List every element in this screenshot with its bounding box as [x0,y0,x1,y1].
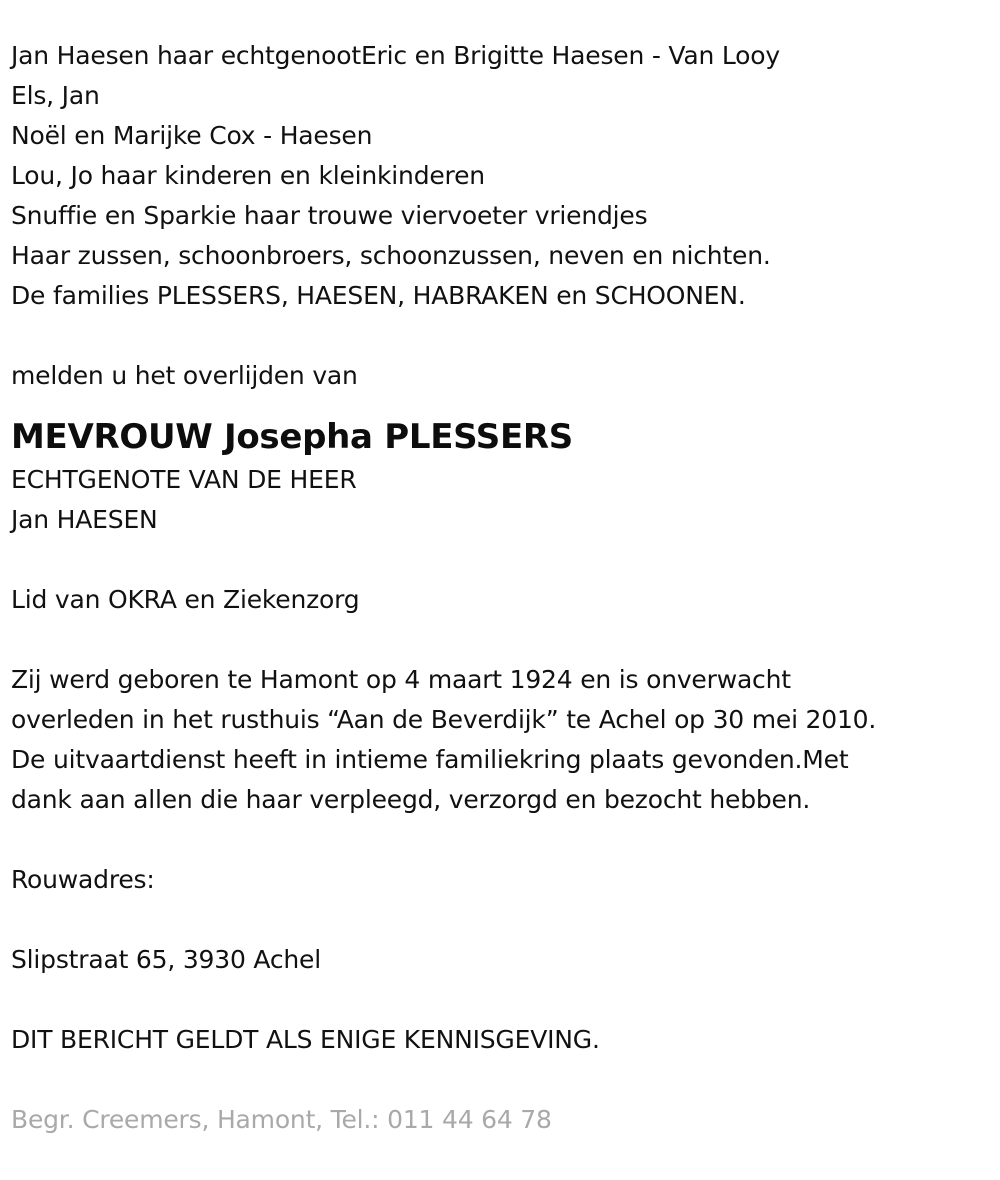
spouse-name: Jan HAESEN [11,505,158,534]
death-notice [11,36,991,1140]
family-line: Noël en Marijke Cox - Haesen [11,121,373,150]
biography-line: Zij werd geboren te Hamont op 4 maart 1924 en is onverwacht [11,665,791,694]
family-line: Lou, Jo haar kinderen en kleinkinderen [11,161,485,190]
funeral-home-footer: Begr. Creemers, Hamont, Tel.: 011 44 64 78 [11,1105,552,1134]
family-line: De families PLESSERS, HAESEN, HABRAKEN en SCHOONEN. [11,281,746,310]
spacer [11,820,991,860]
family-line: Els, Jan [11,81,100,110]
spacer [11,620,991,660]
biography-line: dank aan allen die haar verpleegd, verzorgd en bezocht hebben. [11,785,811,814]
official-notice-text: DIT BERICHT GELDT ALS ENIGE KENNISGEVING. [11,1025,600,1054]
spacer [11,900,991,940]
family-line: Snuffie en Sparkie haar trouwe viervoeter vriendjes [11,201,648,230]
biography-line: De uitvaartdienst heeft in intieme familiekring plaats gevonden.Met [11,745,849,774]
biography [11,660,991,820]
biography-line: overleden in het rusthuis “Aan de Beverdijk” te Achel op 30 mei 2010. [11,705,877,734]
membership-text: Lid van OKRA en Ziekenzorg [11,585,360,614]
announcement-text: melden u het overlijden van [11,361,358,390]
spacer [11,980,991,1020]
family-list [11,36,991,316]
deceased-relation: ECHTGENOTE VAN DE HEER [11,465,357,494]
deceased-name: MEVROUW Josepha PLESSERS [11,417,573,457]
address-label: Rouwadres: [11,865,155,894]
address-value: Slipstraat 65, 3930 Achel [11,945,321,974]
spacer [11,540,991,580]
family-line: Haar zussen, schoonbroers, schoonzussen, neven en nichten. [11,241,771,270]
family-line: Jan Haesen haar echtgenootEric en Brigitte Haesen - Van Looy [11,41,780,70]
spacer [11,316,991,356]
spacer [11,1060,991,1100]
